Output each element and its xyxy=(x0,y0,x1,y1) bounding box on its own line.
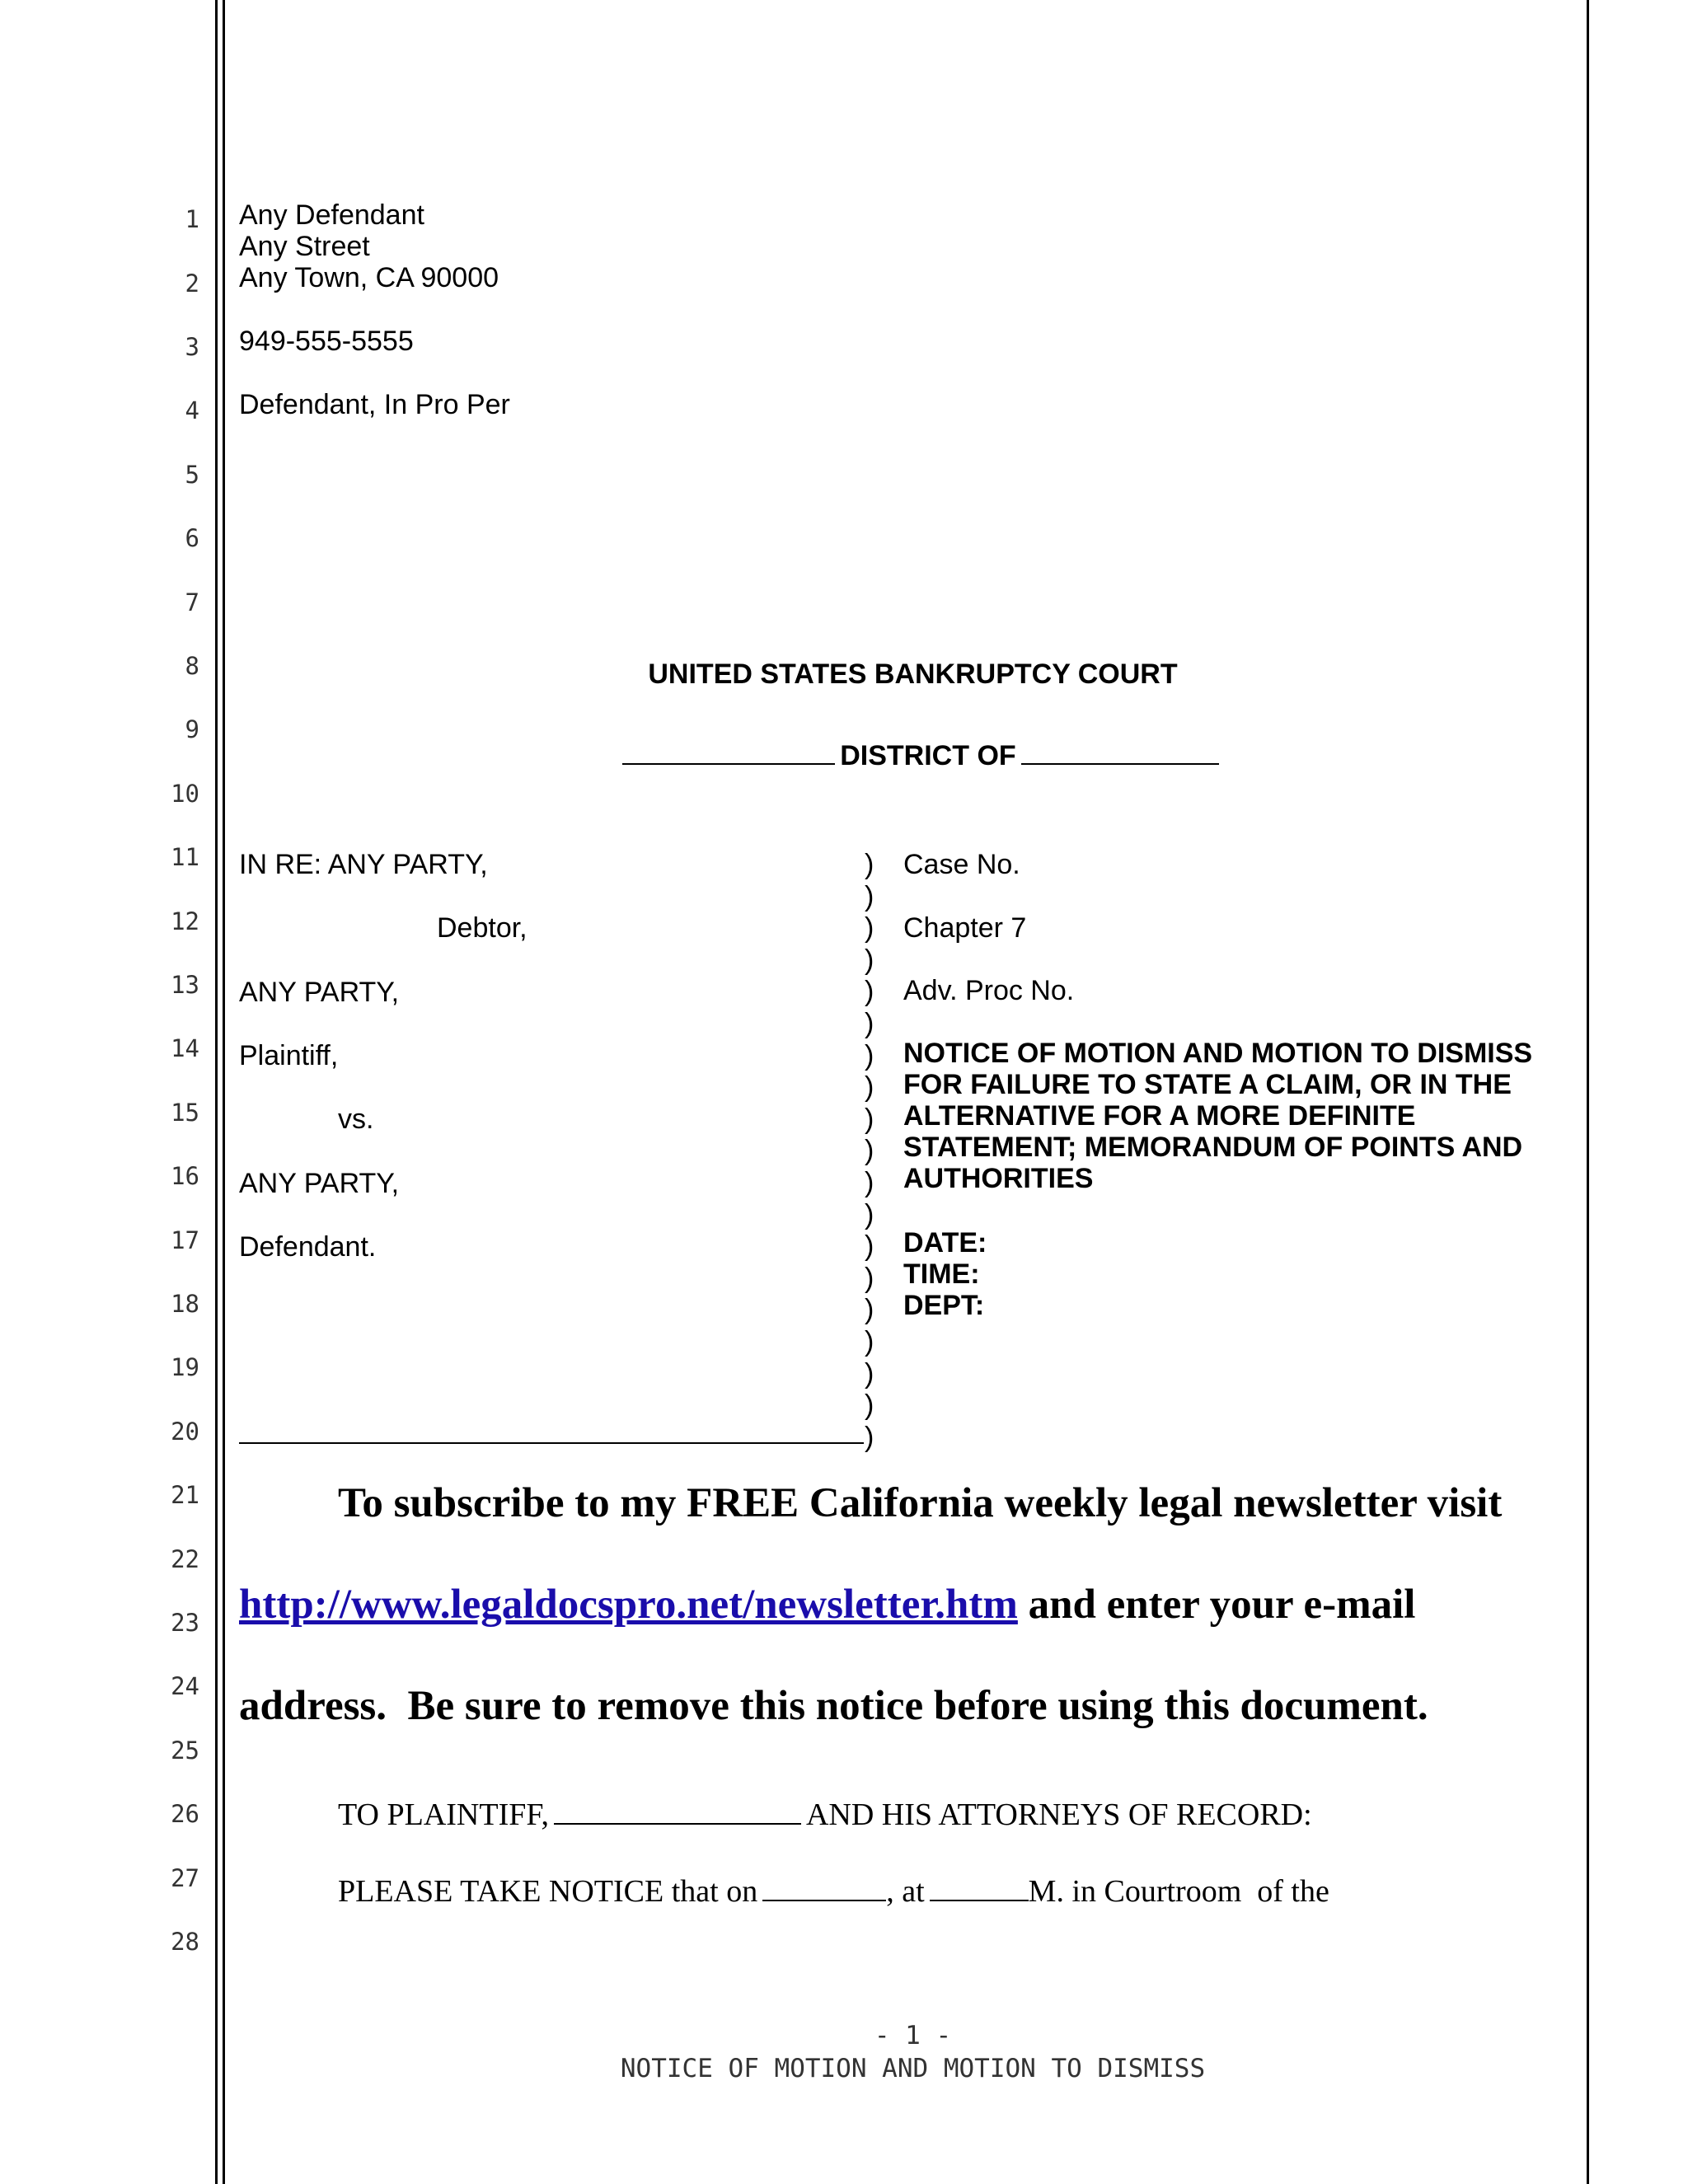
caption-paren: ) xyxy=(865,1294,874,1326)
right-margin-rule xyxy=(1587,0,1589,2184)
caption-paren: ) xyxy=(865,1198,874,1230)
line-number: 21 xyxy=(171,1481,199,1509)
left-margin-rule-inner xyxy=(223,0,225,2184)
line-number: 3 xyxy=(185,333,199,361)
motion-title-line: STATEMENT; MEMORANDUM OF POINTS AND xyxy=(903,1132,1523,1163)
line-number: 13 xyxy=(171,971,199,999)
caption-paren: ) xyxy=(865,1421,874,1453)
line-number: 12 xyxy=(171,907,199,935)
line-number: 19 xyxy=(171,1353,199,1381)
notice-courtroom: M. in Courtroom of the xyxy=(1028,1874,1329,1909)
page-number: - 1 - xyxy=(874,2021,952,2050)
hearing-dept-label: DEPT: xyxy=(903,1290,985,1321)
newsletter-line-2-rest: and enter your e-mail xyxy=(1017,1582,1416,1628)
line-number: 9 xyxy=(185,715,199,743)
line-number: 27 xyxy=(171,1864,199,1892)
adv-proc-label: Adv. Proc No. xyxy=(903,975,1075,1006)
notice-line xyxy=(338,1873,1329,1910)
line-number: 11 xyxy=(171,843,199,871)
notice-at: , at xyxy=(886,1874,925,1909)
case-number-label: Case No. xyxy=(903,849,1020,880)
district-label: DISTRICT OF xyxy=(840,740,1016,771)
footer-title: NOTICE OF MOTION AND MOTION TO DISMISS xyxy=(620,2054,1206,2083)
newsletter-line-3: address. Be sure to remove this notice before using this document. xyxy=(239,1683,1428,1729)
caption-paren: ) xyxy=(865,1390,874,1422)
caption-paren: ) xyxy=(865,944,874,976)
line-number: 18 xyxy=(171,1290,199,1318)
line-number: 4 xyxy=(185,396,199,424)
line-number: 17 xyxy=(171,1226,199,1254)
attorneys-label: AND HIS ATTORNEYS OF RECORD: xyxy=(805,1797,1312,1832)
line-number: 22 xyxy=(171,1545,199,1573)
district-blank-left xyxy=(622,738,835,765)
caption-party2: ANY PARTY, xyxy=(239,1168,400,1199)
court-district xyxy=(0,706,1688,772)
caption-in-re: IN RE: ANY PARTY, xyxy=(239,849,488,880)
line-number: 28 xyxy=(171,1928,199,1956)
line-number: 2 xyxy=(185,269,199,298)
line-number: 16 xyxy=(171,1162,199,1190)
newsletter-line-2 xyxy=(239,1581,1415,1629)
header-role: Defendant, In Pro Per xyxy=(239,389,510,420)
line-number: 8 xyxy=(185,652,199,680)
hearing-time-label: TIME: xyxy=(903,1258,980,1290)
hearing-date-label: DATE: xyxy=(903,1227,987,1258)
header-city: Any Town, CA 90000 xyxy=(239,262,499,293)
court-name: UNITED STATES BANKRUPTCY COURT xyxy=(648,658,1178,690)
motion-title-line: AUTHORITIES xyxy=(903,1163,1094,1194)
header-street: Any Street xyxy=(239,231,370,262)
motion-title-line: NOTICE OF MOTION AND MOTION TO DISMISS xyxy=(903,1038,1533,1069)
line-number: 23 xyxy=(171,1609,199,1637)
line-number: 1 xyxy=(185,205,199,233)
header-phone: 949-555-5555 xyxy=(239,326,414,357)
hearing-time-blank xyxy=(930,1875,1029,1901)
newsletter-link[interactable]: http://www.legaldocspro.net/newsletter.htm xyxy=(239,1582,1018,1628)
caption-paren: ) xyxy=(865,1167,874,1198)
header-name: Any Defendant xyxy=(239,199,424,231)
line-number: 15 xyxy=(171,1099,199,1127)
caption-paren: ) xyxy=(865,1230,874,1263)
line-number: 24 xyxy=(171,1672,199,1700)
line-number: 26 xyxy=(171,1800,199,1828)
left-margin-rule-outer xyxy=(215,0,218,2184)
line-number: 5 xyxy=(185,461,199,489)
line-number: 6 xyxy=(185,524,199,552)
chapter-label: Chapter 7 xyxy=(903,912,1027,944)
caption-debtor: Debtor, xyxy=(437,912,528,944)
caption-paren: ) xyxy=(865,849,874,880)
line-number: 10 xyxy=(171,780,199,808)
notice-label: PLEASE TAKE NOTICE that on xyxy=(338,1874,758,1909)
caption-paren: ) xyxy=(865,1262,874,1294)
to-plaintiff-label: TO PLAINTIFF, xyxy=(338,1797,549,1832)
caption-paren: ) xyxy=(865,1039,874,1071)
line-number: 7 xyxy=(185,588,199,616)
caption-vs: vs. xyxy=(338,1104,374,1135)
newsletter-line-1: To subscribe to my FREE California weekly legal newsletter visit xyxy=(338,1480,1503,1526)
caption-party1: ANY PARTY, xyxy=(239,977,400,1008)
caption-paren: ) xyxy=(865,912,874,944)
caption-bottom-line xyxy=(239,1442,864,1444)
caption-defendant: Defendant. xyxy=(239,1231,377,1263)
line-number: 20 xyxy=(171,1418,199,1446)
caption-plaintiff: Plaintiff, xyxy=(239,1040,339,1071)
motion-title-line: ALTERNATIVE FOR A MORE DEFINITE xyxy=(903,1100,1416,1132)
caption-paren: ) xyxy=(865,1357,874,1390)
caption-paren: ) xyxy=(865,1008,874,1039)
caption-paren: ) xyxy=(865,976,874,1008)
plaintiff-name-blank xyxy=(554,1798,801,1825)
caption-paren: ) xyxy=(865,1135,874,1167)
caption-paren: ) xyxy=(865,1071,874,1104)
caption-paren: ) xyxy=(865,880,874,912)
to-plaintiff-line xyxy=(338,1797,1312,1833)
caption-paren: ) xyxy=(865,1103,874,1135)
caption-paren: ) xyxy=(865,1326,874,1357)
motion-title-line: FOR FAILURE TO STATE A CLAIM, OR IN THE xyxy=(903,1069,1512,1100)
line-number: 25 xyxy=(171,1736,199,1765)
line-number: 14 xyxy=(171,1034,199,1062)
district-blank-right xyxy=(1021,738,1219,765)
hearing-date-blank xyxy=(762,1875,886,1901)
